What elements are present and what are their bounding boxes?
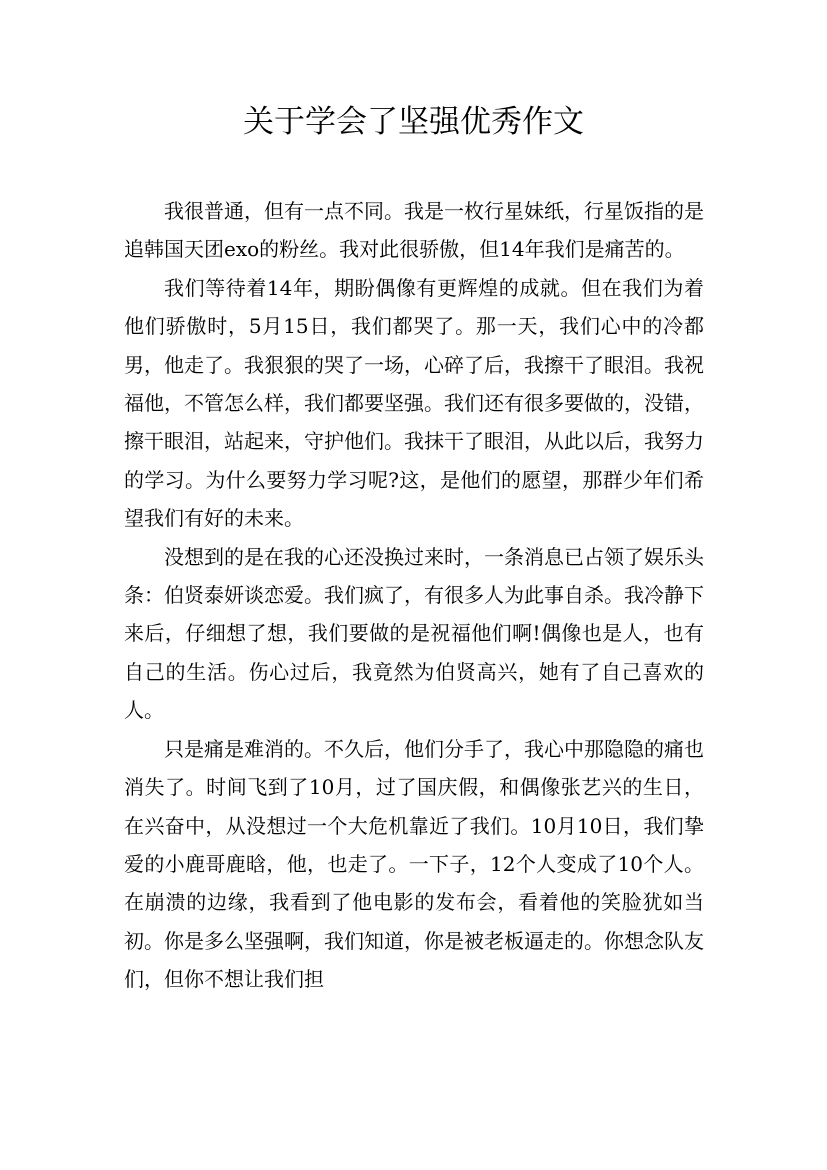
document-body: [124, 192, 704, 999]
paragraph-4: 只是痛是难消的。不久后，他们分手了，我心中那隐隐的痛也消失了。时间飞到了10月，过了国庆假，和偶像张艺兴的生日，在兴奋中，从没想过一个大危机靠近了我们。10月10日，我们挚爱的小鹿哥鹿晗，他，也走了。一下子，12个人变成了10个人。在崩溃的边缘，我看到了他电影的发布会，看着他的笑脸犹如当初。你是多么坚强啊，我们知道，你是被老板逼走的。你想念队友们，但你不想让我们担: [124, 736, 704, 992]
paragraph-2: 我们等待着14年，期盼偶像有更辉煌的成就。但在我们为着他们骄傲时，5月15日，我们都哭了。那一天，我们心中的冷都男，他走了。我狠狠的哭了一场，心碎了后，我擦干了眼泪。我祝福他，不管怎么样，我们都要坚强。我们还有很多要做的，没错，擦干眼泪，站起来，守护他们。我抹干了眼泪，从此以后，我努力的学习。为什么要努力学习呢?这，是他们的愿望，那群少年们希望我们有好的未来。: [124, 275, 704, 531]
paragraph-1: 我很普通，但有一点不同。我是一枚行星妹纸，行星饭指的是追韩国天团exo的粉丝。我对此很骄傲，但14年我们是痛苦的。: [124, 199, 704, 262]
document-title: 关于学会了坚强优秀作文: [243, 104, 584, 140]
paragraph-3: 没想到的是在我的心还没换过来时，一条消息已占领了娱乐头条：伯贤泰妍谈恋爱。我们疯了，有很多人为此事自杀。我冷静下来后，仔细想了想，我们要做的是祝福他们啊!偶像也是人，也有自己的生活。伤心过后，我竟然为伯贤高兴，她有了自己喜欢的人。: [124, 544, 704, 723]
